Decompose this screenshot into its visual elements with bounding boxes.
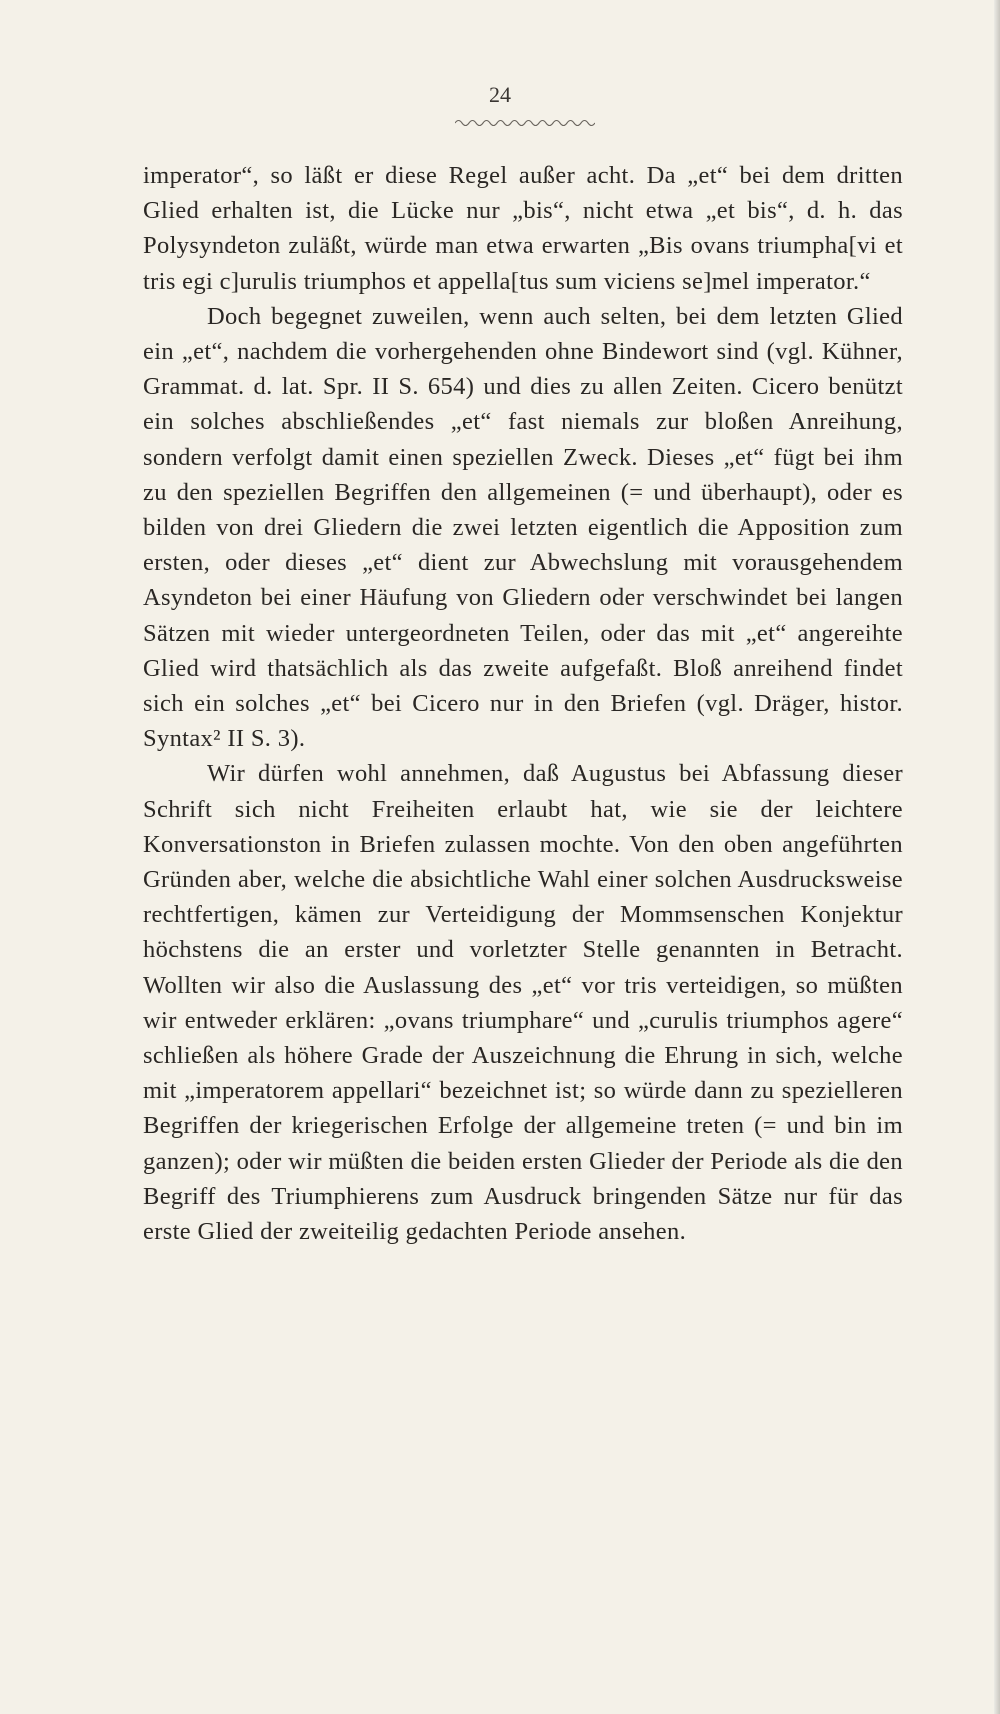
paragraph-3: Wir dürfen wohl annehmen, daß Augustus bei Abfassung dieser Schrift sich nicht Freiheiten erlaubt hat, wie sie der leichtere Konversationston in Briefen zulassen mochte. Von den oben angeführten Gründen aber, welche die absichtliche Wahl einer solchen Ausdrucksweise rechtfertigen, kämen zur Verteidigung der Mommsenschen Konjektur höchstens die an erster und vorletzter Stelle genannten in Betracht. Wollten wir also die Auslassung des „et“ vor tris verteidigen, so müßten wir entweder erklären: „ovans triumphare“ und „curulis triumphos agere“ schließen als höhere Grade der Auszeichnung die Ehrung in sich, welche mit „imperatorem appellari“ bezeichnet ist; so würde dann zu spezielleren Begriffen der kriegerischen Erfolge der allgemeine treten (= und bin im ganzen); oder wir müßten die beiden ersten Glieder der Periode als die den Begriff des Triumphierens zum Ausdruck bringenden Sätze nur für das erste Glied der zweiteilig gedachten Periode ansehen. xyxy=(143,760,903,1246)
paragraph-1: imperator“, so läßt er diese Regel außer acht. Da „et“ bei dem dritten Glied erhalten ist, die Lücke nur „bis“, nicht etwa „et bis“, d. h. das Polysyndeton zuläßt, würde man etwa erwarten „Bis ovans triumpha[vi et tris egi c]urulis triumphos et appella[tus sum viciens se]mel imperator.“ xyxy=(143,162,903,295)
page-number-ornament xyxy=(455,118,595,128)
page-edge-shadow xyxy=(994,0,1000,1714)
paragraph-2: Doch begegnet zuweilen, wenn auch selten, bei dem letzten Glied ein „et“, nachdem die vorhergehenden ohne Bindewort sind (vgl. Kühner, Grammat. d. lat. Spr. II S. 654) und dies zu allen Zeiten. Cicero benützt ein solches abschließendes „et“ fast niemals zur bloßen Anreihung, sondern verfolgt damit einen speziellen Zweck. Dieses „et“ fügt bei ihm zu den speziellen Begriffen den allgemeinen (= und überhaupt), oder es bilden von drei Gliedern die zwei letzten eigentlich die Apposition zum ersten, oder dieses „et“ dient zur Abwechslung mit vorausgehendem Asyndeton bei einer Häufung von Gliedern oder verschwindet bei langen Sätzen mit wieder untergeordneten Teilen, oder das mit „et“ angereihte Glied wird thatsächlich als das zweite aufgefaßt. Bloß anreihend findet sich ein solches „et“ bei Cicero nur in den Briefen (vgl. Dräger, histor. Syntax² II S. 3). xyxy=(143,302,903,753)
body-text xyxy=(143,158,903,1249)
page-number: 24 xyxy=(489,82,511,107)
